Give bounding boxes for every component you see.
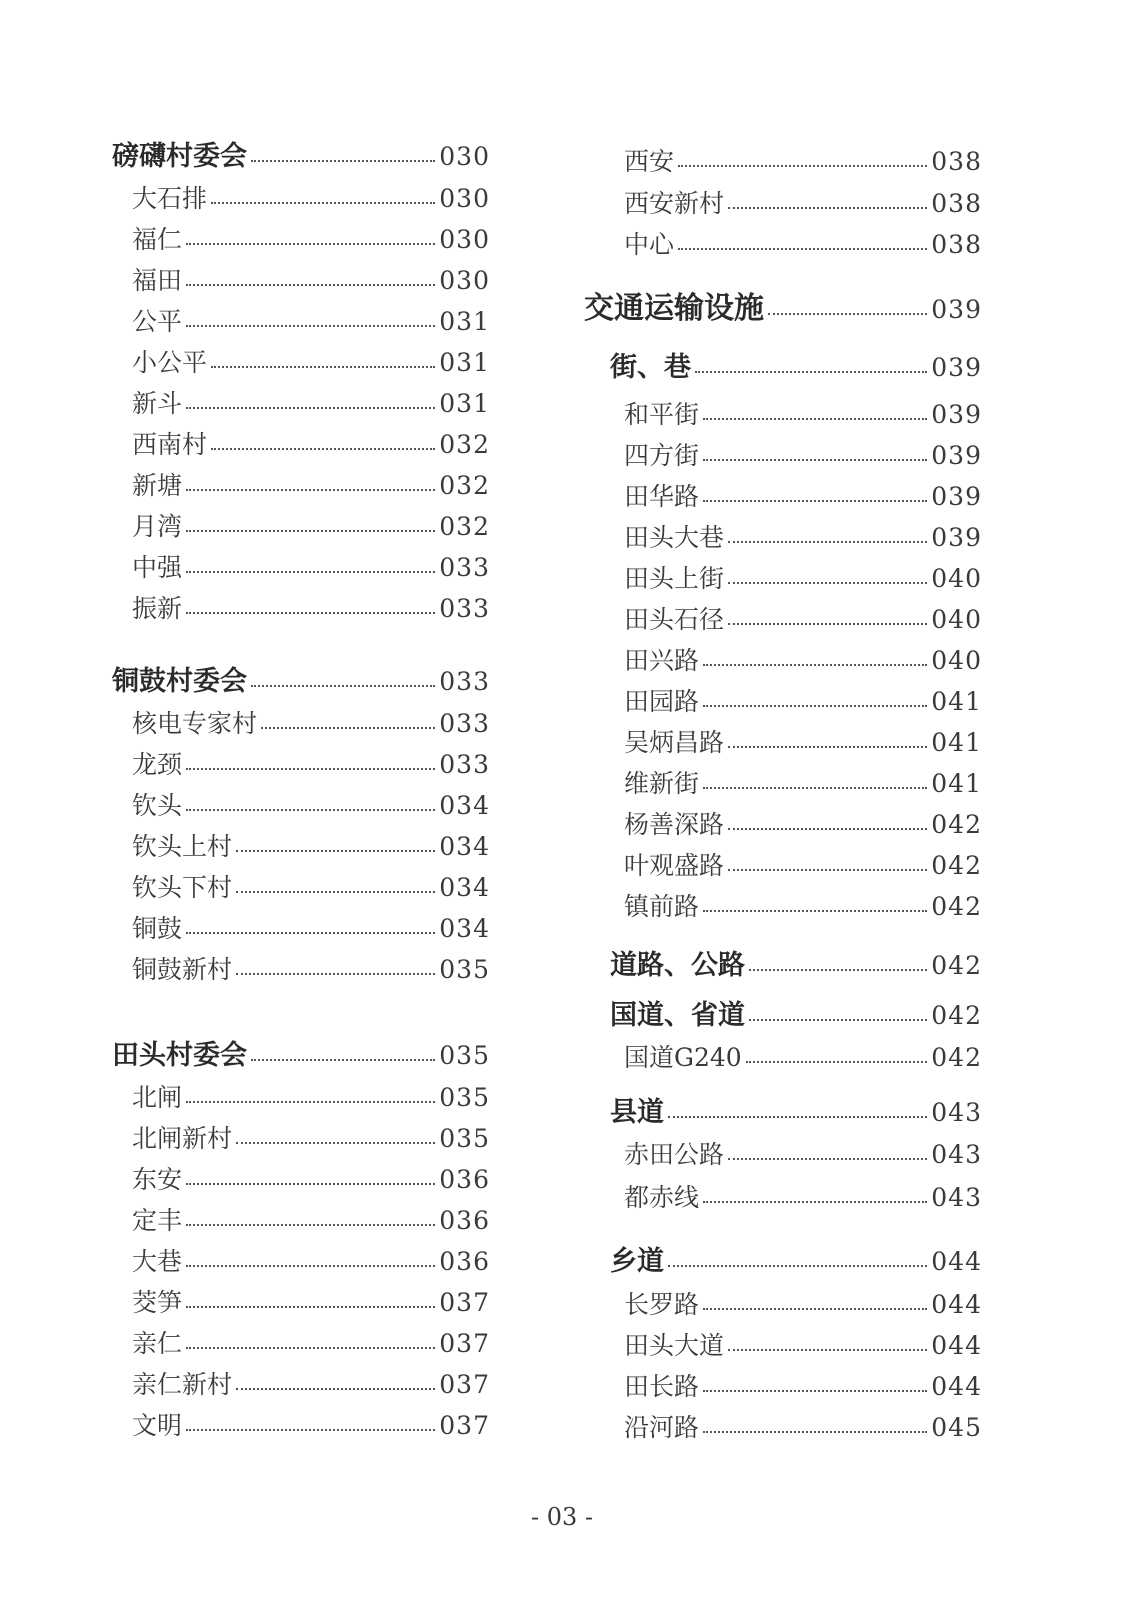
dot-leader [261,727,435,729]
toc-label: 茭笋 [132,1288,183,1317]
toc-entry[interactable] [132,1365,490,1399]
toc-label: 西南村 [132,430,208,459]
toc-label: 大石排 [132,184,208,213]
dot-leader [186,325,435,327]
toc-page-number: 033 [439,750,490,779]
toc-label: 国道、省道 [610,1000,745,1031]
toc-label: 中强 [132,553,183,582]
toc-entry[interactable] [624,805,982,839]
toc-page-number: 042 [931,1043,982,1072]
toc-page-number: 031 [439,307,490,336]
toc-page-number: 037 [439,1411,490,1440]
toc-label: 振新 [132,594,183,623]
toc-entry[interactable] [624,1367,982,1401]
toc-label: 乡道 [610,1246,664,1277]
toc-page-number: 038 [931,230,982,259]
toc-label: 田兴路 [624,646,700,675]
toc-page-number: 038 [931,189,982,218]
dot-leader [186,768,435,770]
toc-label: 钦头下村 [132,873,233,902]
toc-group-heading[interactable] [610,345,982,383]
dot-leader [236,850,435,852]
dot-leader [186,1347,435,1349]
toc-label: 福仁 [132,225,183,254]
toc-entry[interactable] [132,1160,490,1194]
toc-entry[interactable] [132,909,490,943]
dot-leader [186,1224,435,1226]
toc-page-number: 034 [439,873,490,902]
toc-entry[interactable] [132,384,490,418]
dot-leader [728,1158,927,1160]
toc-label: 新塘 [132,471,183,500]
toc-label: 维新街 [624,769,700,798]
toc-entry[interactable] [132,261,490,295]
toc-label: 杨善深路 [624,810,725,839]
toc-page-number: 037 [439,1329,490,1358]
dot-leader [703,459,927,461]
toc-label: 长罗路 [624,1290,700,1319]
toc-label: 四方街 [624,441,700,470]
dot-leader [236,891,435,893]
toc-label: 田头村委会 [112,1040,247,1071]
toc-page-number: 030 [439,225,490,254]
toc-entry[interactable] [132,507,490,541]
toc-page-number: 040 [931,564,982,593]
toc-entry[interactable] [624,225,982,259]
toc-entry[interactable] [624,1038,982,1072]
toc-label: 镇前路 [624,892,700,921]
toc-label: 铜鼓新村 [132,955,233,984]
toc-group-heading[interactable] [112,134,490,172]
toc-page-number: 042 [931,892,982,921]
toc-label: 田头石径 [624,605,725,634]
dot-leader [186,1429,435,1431]
toc-page-number: 032 [439,471,490,500]
toc-entry[interactable] [624,682,982,716]
toc-label: 县道 [610,1097,664,1128]
toc-page-number: 044 [931,1372,982,1401]
toc-page-number: 039 [931,441,982,470]
toc-group-heading[interactable] [112,1033,490,1071]
dot-leader [703,910,927,912]
toc-label: 吴炳昌路 [624,728,725,757]
toc-label: 钦头上村 [132,832,233,861]
toc-entry[interactable] [132,868,490,902]
toc-page-number: 036 [439,1165,490,1194]
dot-leader [236,973,435,975]
toc-page-number: 040 [931,646,982,675]
toc-right-column [584,0,982,1460]
dot-leader [186,612,435,614]
toc-entry[interactable] [624,641,982,675]
toc-label: 中心 [624,230,675,259]
toc-entry[interactable] [132,1078,490,1112]
toc-entry[interactable] [132,1201,490,1235]
toc-label: 龙颈 [132,750,183,779]
toc-label: 道路、公路 [610,950,745,981]
toc-page-number: 038 [931,147,982,176]
toc-page-number: 039 [931,353,982,382]
toc-page-number: 036 [439,1247,490,1276]
toc-label: 田园路 [624,687,700,716]
toc-group-heading[interactable] [610,1239,982,1277]
dot-leader [728,541,927,543]
toc-entry[interactable] [624,887,982,921]
toc-page-number: 035 [439,955,490,984]
dot-leader [251,685,435,687]
toc-entry[interactable] [132,827,490,861]
toc-label: 铜鼓 [132,914,183,943]
page-number: - 03 - [530,1503,593,1531]
toc-entry[interactable] [624,142,982,176]
toc-label: 北闸新村 [132,1124,233,1153]
dot-leader [695,371,927,373]
toc-page-number: 031 [439,389,490,418]
dot-leader [703,418,927,420]
toc-group-heading[interactable] [112,659,490,697]
toc-page-number: 043 [931,1140,982,1169]
dot-leader [186,809,435,811]
toc-entry[interactable] [132,220,490,254]
dot-leader [251,160,435,162]
toc-page-number: 039 [931,482,982,511]
toc-label: 定丰 [132,1206,183,1235]
toc-entry[interactable] [624,764,982,798]
dot-leader [668,1116,927,1118]
dot-leader [703,787,927,789]
toc-entry[interactable] [624,1135,982,1169]
toc-entry[interactable] [132,950,490,984]
toc-entry[interactable] [132,425,490,459]
toc-page-number: 041 [931,687,982,716]
dot-leader [186,243,435,245]
dot-leader [186,407,435,409]
toc-entry[interactable] [624,723,982,757]
toc-entry[interactable] [624,395,982,429]
dot-leader [236,1142,435,1144]
toc-page-number: 042 [931,851,982,880]
toc-label: 铜鼓村委会 [112,666,247,697]
toc-page-number: 033 [439,667,490,696]
toc-group-heading[interactable] [610,993,982,1031]
toc-page-number: 030 [439,142,490,171]
dot-leader [678,165,927,167]
toc-label: 都赤线 [624,1183,700,1212]
dot-leader [728,207,927,209]
toc-page-number: 040 [931,605,982,634]
toc-group-heading[interactable] [610,1090,982,1128]
toc-page-number: 045 [931,1413,982,1442]
dot-leader [186,932,435,934]
toc-entry[interactable] [624,518,982,552]
toc-label: 新斗 [132,389,183,418]
toc-group-heading[interactable] [610,943,982,981]
dot-leader [236,1388,435,1390]
toc-page-number: 042 [931,1001,982,1030]
toc-page-number: 035 [439,1041,490,1070]
toc-label: 东安 [132,1165,183,1194]
toc-label: 赤田公路 [624,1140,725,1169]
toc-page-number: 032 [439,430,490,459]
toc-label: 福田 [132,266,183,295]
toc-page-number: 041 [931,728,982,757]
toc-entry[interactable] [624,184,982,218]
toc-entry[interactable] [132,302,490,336]
toc-label: 北闸 [132,1083,183,1112]
toc-page-number: 030 [439,266,490,295]
toc-label: 磅礴村委会 [112,141,247,172]
dot-leader [186,284,435,286]
dot-leader [728,623,927,625]
toc-entry[interactable] [132,1406,490,1440]
toc-page-number: 044 [931,1290,982,1319]
toc-label: 钦头 [132,791,183,820]
toc-page-number: 030 [439,184,490,213]
toc-entry[interactable] [132,1242,490,1276]
toc-entry[interactable] [624,846,982,880]
toc-entry[interactable] [132,704,490,738]
toc-page-number: 034 [439,832,490,861]
toc-label: 田头上街 [624,564,725,593]
toc-label: 田头大道 [624,1331,725,1360]
toc-label: 核电专家村 [132,709,258,738]
dot-leader [186,1306,435,1308]
dot-leader [703,500,927,502]
dot-leader [703,705,927,707]
toc-page-number: 043 [931,1183,982,1212]
toc-page-number: 042 [931,810,982,839]
toc-label: 田头大巷 [624,523,725,552]
dot-leader [186,1265,435,1267]
toc-label: 叶观盛路 [624,851,725,880]
toc-label: 大巷 [132,1247,183,1276]
toc-page-number: 033 [439,594,490,623]
toc-page-number: 036 [439,1206,490,1235]
toc-entry[interactable] [624,1408,982,1442]
dot-leader [186,489,435,491]
toc-page-number: 037 [439,1370,490,1399]
dot-leader [668,1265,927,1267]
dot-leader [728,582,927,584]
dot-leader [768,313,927,315]
dot-leader [186,1101,435,1103]
toc-label: 田华路 [624,482,700,511]
toc-page-number: 039 [931,400,982,429]
toc-entry[interactable] [132,343,490,377]
dot-leader [749,969,927,971]
toc-entry[interactable] [624,477,982,511]
toc-label: 街、巷 [610,352,691,383]
toc-entry[interactable] [132,786,490,820]
toc-label: 月湾 [132,512,183,541]
toc-page-number: 033 [439,709,490,738]
toc-label: 公平 [132,307,183,336]
dot-leader [186,530,435,532]
dot-leader [749,1019,927,1021]
toc-entry[interactable] [132,589,490,623]
dot-leader [728,869,927,871]
dot-leader [728,1349,927,1351]
toc-page-number: 035 [439,1124,490,1153]
toc-entry[interactable] [132,466,490,500]
toc-page-number: 043 [931,1098,982,1127]
toc-label: 亲仁新村 [132,1370,233,1399]
toc-entry[interactable] [132,548,490,582]
toc-label: 交通运输设施 [584,291,764,326]
toc-page-number: 044 [931,1331,982,1360]
toc-page-number: 032 [439,512,490,541]
toc-label: 田长路 [624,1372,700,1401]
toc-entry[interactable] [132,1283,490,1317]
toc-label: 和平街 [624,400,700,429]
toc-entry[interactable] [624,1178,982,1212]
toc-entry[interactable] [132,1324,490,1358]
dot-leader [211,202,435,204]
dot-leader [703,1431,927,1433]
toc-entry[interactable] [132,1119,490,1153]
dot-leader [703,1201,927,1203]
toc-page-number: 031 [439,348,490,377]
toc-entry[interactable] [624,436,982,470]
dot-leader [703,664,927,666]
toc-page-number: 034 [439,914,490,943]
dot-leader [211,366,435,368]
toc-page-number: 039 [931,523,982,552]
toc-label: 沿河路 [624,1413,700,1442]
toc-label: 亲仁 [132,1329,183,1358]
toc-page-number: 042 [931,951,982,980]
toc-section-heading[interactable] [584,283,982,326]
toc-entry[interactable] [132,745,490,779]
toc-left-column [112,0,490,1460]
dot-leader [746,1061,928,1063]
dot-leader [251,1059,435,1061]
toc-page-number: 035 [439,1083,490,1112]
toc-page-number: 039 [931,295,982,324]
toc-page-number: 041 [931,769,982,798]
dot-leader [186,1183,435,1185]
dot-leader [703,1308,927,1310]
toc-label: 国道G240 [624,1043,742,1072]
toc-label: 西安 [624,147,675,176]
toc-page-number: 037 [439,1288,490,1317]
toc-entry[interactable] [624,1326,982,1360]
toc-page-number: 033 [439,553,490,582]
toc-entry[interactable] [624,1285,982,1319]
dot-leader [678,248,927,250]
dot-leader [703,1390,927,1392]
toc-label: 西安新村 [624,189,725,218]
toc-entry[interactable] [132,179,490,213]
dot-leader [728,828,927,830]
dot-leader [186,571,435,573]
toc-page-number: 044 [931,1247,982,1276]
toc-entry[interactable] [624,600,982,634]
dot-leader [728,746,927,748]
toc-label: 文明 [132,1411,183,1440]
dot-leader [211,448,435,450]
toc-page-number: 034 [439,791,490,820]
toc-label: 小公平 [132,348,208,377]
toc-entry[interactable] [624,559,982,593]
